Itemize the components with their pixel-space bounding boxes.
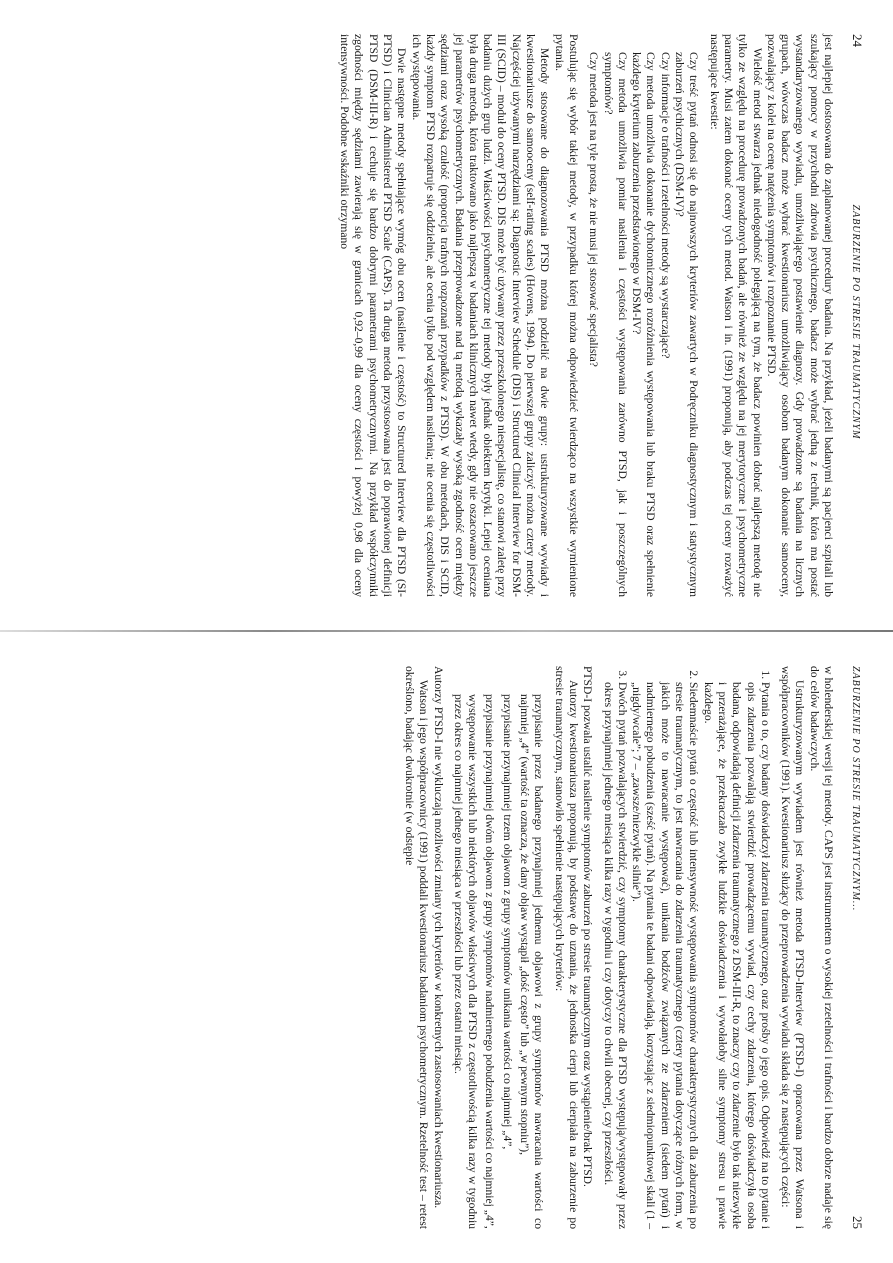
paragraph: jest najlepiej dostosowana do zaplanowanej procedury badania. Na przykład, jeżeli badanymi są pacjenci szpitali lub szukający pomocy w przychodni zdrowia psychicznego, badacz może wybrać jedną z technik, która ma postać wystandaryzowanego wywiadu, umożliwiającego postawienie diagnozy. Gdy prowadzone są badania na licznych grupach, wówczas badacz może wybrać kwestionariusz umożliwiający osobom badanym dokonanie samooceny, pozwalający z kolei na ocenę natężenia symptomów i rozpoznanie PTSD. <box>764 34 835 597</box>
paragraph: Postulując się wybór takiej metody, w przypadku której można odpowiedzieć twierdząco na wszystkie wymienione pytania. <box>552 34 580 597</box>
criterion-item: przypisanie przynajmniej trzem objawom z grupy symptomów unikania wartości co najmniej „4”, <box>500 694 514 1150</box>
page-25-header <box>849 666 865 1229</box>
page-24 <box>0 0 893 631</box>
page-25-content <box>0 632 893 1263</box>
page-number: 24 <box>850 34 865 47</box>
criterion-item: przypisanie przynajmniej dwóm objawom z grupy symptomów nadmiernego pobudzenia wartości co najmniej „4”, <box>483 694 497 1229</box>
question-item: Czy metoda umożliwia dokonanie dychotomicznego rozróżnienia występowania lub braku PTSD oraz spełnienie każdego kryterium zaburzenia przedstawionego w DSM-IV? <box>630 52 658 597</box>
paragraph: Wielość metod stwarza jednak niedogodność polegającą na tym, że badacz powinien dobrać najlepszą metodę nie tylko ze względu na procedurę prowadzonych badań, ale również ze względu na jej merytoryczne i psychometryczne parametry. Musi zatem dokonać oceny tych metod. Watson i in. (1991) proponują, aby podczas tej oceny rozważyć następujące kwestie: <box>707 34 764 597</box>
page-24-body <box>337 34 835 597</box>
running-head: ZABURZENIE PO STRESIE TRAUMATYCZNYM... <box>850 666 861 912</box>
page-25-body <box>402 666 835 1229</box>
criteria-list <box>451 666 546 1229</box>
list-item: 3. Dwóch pytań pozwalających stwierdzić, czy symptomy charakterystyczne dla PTSD występują/występowały przez okres przynajmniej jednego miesiąca kilka razy w tygodniu i czy dotyczy to chwili obecnej, czy przeszłości. <box>600 682 629 1229</box>
question-item: Czy treść pytań odnosi się do najnowszych kryteriów zawartych w Podręczniku diagnostycznym i statystycznym zaburzeń psychicznych (DSM-IV)? <box>673 52 701 597</box>
page-25 <box>0 632 893 1263</box>
criterion-item: występowanie wszystkich lub niektórych objawów właściwych dla PTSD z częstotliwością kilka razy w tygodniu przez okres co najmniej jednego miesiąca w przeszłości lub przez ostatni miesiąc. <box>451 694 480 1229</box>
question-item: Czy informacje o trafności i rzetelności metody są wystarczające? <box>658 52 672 359</box>
paragraph: Dwie następne metody spełniające wymóg obu ocen (nasilenie i częstość) to Structured Interview dla PTSD (SI-PTSD) i Clinician Administered PTSD Scale (CAPS). Ta druga metoda przystosowana jest do poprawionej definicji PTSD (DSM-III-R) i cechuje się bardzo dobrymi parametrami psychometrycznymi. Na przykład współczynniki zgodności między sędziami zawierają się w granicach 0,92–0,99 dla oceny częstości i powyżej 0,98 dla oceny intensywności. Podobne wskaźniki otrzymano <box>338 34 409 597</box>
question-item: Czy metoda jest na tyle prosta, że nie musi jej stosować specjalista? <box>587 52 601 367</box>
questionnaire-parts-list <box>600 666 772 1229</box>
page-number: 25 <box>850 1216 865 1229</box>
page-24-header <box>849 34 865 597</box>
paragraph: Metody stosowane do diagnozowania PTSD można podzielić na dwie grupy: ustrukturyzowane wywiady i kwestionariusze do samooceny (self-rating scales) (Hovens, 1994). Do pierwszej grupy zaliczyć można cztery metody. Najczęściej używanymi narzędziami są: Diagnostic Interview Schedule (DIS) i Structured Clinical Interview for DSM-III (SCID) – moduł do oceny PTSD. DIS może być używany przez przeszkolonego niespecjalistę, co stanowi zaletę przy badaniu dużych grup ludzi. Właściwości psychometryczne tej metody były jednak obiektem krytyki. Lepiej oceniana była druga metoda, która traktowano jako najlepszą w badaniach klinicznych nawet wtedy, gdy nie oszacowano jeszcze jej parametrów psychometrycznych. Badania przeprowadzone nad tą metodą wykazały wysoką zgodność ocen między sędziami oraz wysoką czułość (proporcja trafnych rozpoznań przypadków z PTSD). W obu metodach, DIS i SCID, każdy symptom PTSD rozpatruje się oddzielnie, ale ocenia tylko pod względem nasilenia; nie ocenia się częstotliwości ich występowania. <box>409 34 552 597</box>
paragraph: Autorzy kwestionariusza proponują, by podstawę do uznania, że jednostka cierpi lub cierpiała na zaburzenie po stresie traumatycznym, stanowiło spełnienie następujących kryteriów: <box>552 666 580 1229</box>
paragraph: Ustrukturyzowanym wywiadem jest również metoda PTSD-Interview (PTSD-I) opracowana przez Watsona i współpracowników (1991). Kwestionariusz służący do przeprowadzenia wywiadu składa się z następujących części: <box>779 666 807 1229</box>
running-head: ZABURZENIE PO STRESIE TRAUMATYCZNYM <box>850 204 861 440</box>
paragraph: Autorzy PTSD-I nie wykluczają możliwości zmiany tych kryteriów w konkretnych zastosowaniach kwestionariusza. <box>431 666 445 1209</box>
paragraph: PTSD-I pozwala ustalić nasilenie symptomów zaburzeń po stresie traumatycznym oraz wystąpienie/brak PTSD. <box>581 666 595 1187</box>
paragraph: w holenderskiej wersji tej metody. CAPS jest instrumentem o wysokiej rzetelności i trafności i bardzo dobrze nadaje się do celów badawczych. <box>807 666 835 1229</box>
criterion-item: przypisanie przez badanego przynajmniej jednemu objawowi z grupy symptomów nawracania wartości co najmniej „4” (wartość ta oznacza, że dany objaw wystąpił „dość często” lub „w pewnym stopniu”), <box>518 694 546 1229</box>
paragraph: Watson i jego współpracownicy (1991) poddali kwestionariusz badaniom psychometrycznym. Rzetelność test – retest określono, badając dwukrotnie (w odstępie <box>402 666 431 1229</box>
list-item: 2. Siedemnaście pytań o częstość lub intensywność występowania symptomów charakterystycznych dla zaburzenia po stresie traumatycznym, to jest nawracania do zdarzenia traumatycznego (cztery pytania dotyczące różnych form, w jakich może to nawracanie występować), unikania bodźców związanych ze zdarzeniem (siedem pytań) i nadmiernego pobudzenia (sześć pytań). Na pytania te badani odpowiadają, korzystając z siedmiopunktowej skali (1 – „nigdy/wcale”; 7 – „zawsze/niezwykle silnie”). <box>629 682 700 1229</box>
page-24-content <box>0 0 893 631</box>
question-item: Czy metoda umożliwia pomiar nasilenia i częstości występowania zarówno PTSD, jak i poszczególnych symptomów? <box>601 52 629 597</box>
list-item: 1. Pytania o to, czy badany doświadczył zdarzenia traumatycznego, oraz prośby o jego opis. Odpowiedź na to pytanie i opis zdarzenia pozwalają stwierdzić prowadzącemu wywiad, czy cechy zdarzenia, którego doświadczyła osoba badana, odpowiadają definicji zdarzenia traumatycznego z DSM-III-R, to znaczy czy to zdarzenie było tak niezwykłe i przerażające, że przekraczało zwykłe ludzkie doświadczenia i wywołałoby silne symptomy stresu u prawie każdego. <box>700 682 771 1229</box>
